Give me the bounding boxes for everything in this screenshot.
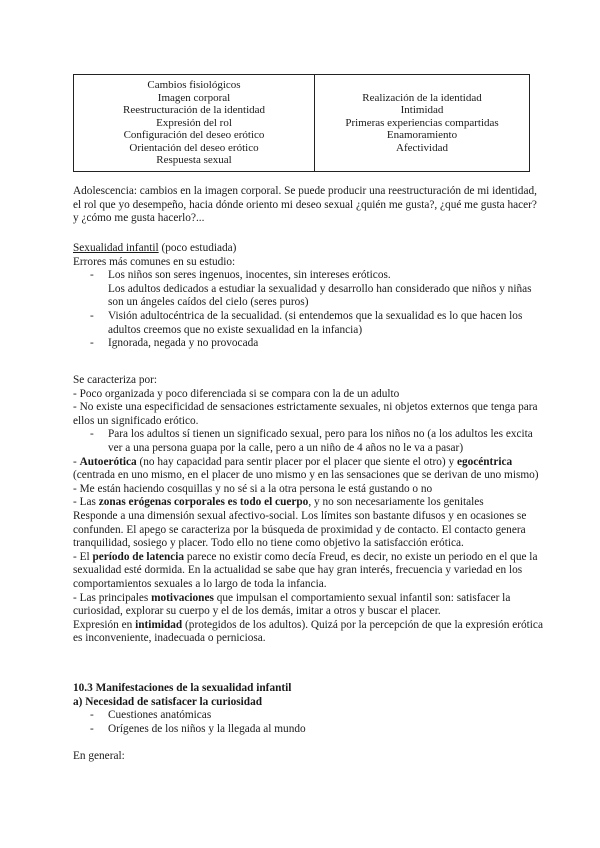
table-right-line: Primeras experiencias compartidas	[345, 116, 499, 129]
stages-table	[73, 74, 530, 172]
curiosity-list	[73, 709, 543, 736]
text-run: - Las	[73, 496, 99, 509]
intimacy-line	[73, 619, 543, 646]
bold-term: período de latencia	[92, 550, 185, 563]
general-text: En general:	[73, 750, 125, 763]
bold-term: egocéntrica	[456, 455, 513, 468]
list-item-text: Orígenes de los niños y la llegada al mundo	[108, 722, 306, 735]
section-title: 10.3 Manifestaciones de la sexualidad infantil	[73, 682, 292, 694]
list-item	[73, 723, 543, 737]
adolescence-text: Adolescencia: cambios en la imagen corporal. Se puede producir una reestructuración de mi identidad, el rol que yo desempeño, hacia dónde oriento mi deseo sexual ¿quién me gusta?, ¿qué me gusta hacer? y ¿cómo me gusta hacerlo?...	[73, 185, 537, 225]
characteristic-line: - No existe una especificidad de sensaciones estrictamente sexuales, ni objetos externos que tenga para ellos un significado erótico.	[73, 401, 538, 427]
table-left-line: Imagen corporal	[157, 91, 231, 104]
text-run: (no hay capacidad para sentir placer por el placer que siente el otro) y	[136, 455, 457, 468]
errors-list	[73, 269, 543, 351]
infant-sexuality-section	[73, 242, 543, 351]
manifestations-section	[73, 682, 543, 764]
table-cell-left	[74, 75, 315, 172]
table-left-line: Expresión del rol	[156, 116, 232, 129]
latency-line	[73, 551, 543, 592]
text-run: parece no existir como decía Freud, es decir, no existe un periodo en el que la sexualidad esté dormida. En la actualidad se sabe que hay gran interés, frecuencia y variedad en los comportamientos sexuales a lo largo de toda la infancia.	[73, 550, 538, 590]
list-item	[73, 709, 543, 723]
table-right-line: Realización de la identidad	[362, 91, 482, 104]
text-run: - Las principales	[73, 591, 152, 604]
characteristics-section	[73, 374, 543, 646]
adolescence-paragraph	[73, 185, 543, 226]
table-right-line: Enamoramiento	[386, 129, 458, 142]
list-item-text: Cuestiones anatómicas	[108, 709, 212, 722]
table-right-line: Afectividad	[396, 141, 448, 154]
text-run: - El	[73, 550, 93, 563]
list-item	[73, 428, 543, 455]
text-run: Expresión en	[73, 618, 136, 631]
characteristic-line: - Poco organizada y poco diferenciada si se compara con la de un adulto	[73, 387, 400, 400]
table-left-line: Orientación del deseo erótico	[129, 141, 259, 154]
list-item	[73, 269, 543, 310]
list-item	[73, 337, 543, 351]
infant-heading	[73, 242, 543, 256]
table-cell-right	[315, 75, 530, 172]
autoerotic-line	[73, 456, 543, 497]
text-run: -	[73, 455, 80, 468]
list-item-text: Ignorada, negada y no provocada	[108, 337, 259, 350]
errors-intro: Errores más comunes en su estudio:	[73, 255, 236, 268]
characteristic-sublist	[73, 428, 543, 455]
characteristics-intro: Se caracteriza por:	[73, 374, 158, 386]
table-left-line: Cambios fisiológicos	[147, 78, 241, 91]
text-run: , y no son necesariamente los genitales	[308, 496, 484, 509]
table-right-line: Intimidad	[400, 104, 444, 117]
list-item-text: Para los adultos sí tienen un significado sexual, pero para los niños no (a los adultos les excita ver a una persona guapa por la calle, pero a un niño de 4 años no le va a pasar)	[108, 428, 533, 454]
erogenous-line	[73, 496, 543, 510]
bold-term: motivaciones	[151, 591, 214, 604]
table-left-line: Reestructuración de la identidad	[122, 104, 266, 117]
list-item	[73, 310, 543, 337]
motivations-line	[73, 592, 543, 619]
table-left-line: Configuración del deseo erótico	[123, 129, 265, 142]
text-run: (protegidos de los adultos). Quizá por la percepción de que la expresión erótica es inconveniente, inadecuada o perniciosa.	[73, 618, 543, 645]
text-run: (centrada en uno mismo, en el placer de uno mismo y en las sensaciones que se derivan de uno mismo) - Me están haciendo cosquillas y no sé si a la otra persona le está gustando o no	[73, 469, 539, 495]
bold-term: intimidad	[135, 618, 183, 631]
infant-heading-rest: (poco estudiada)	[158, 242, 237, 254]
text-run: que impulsan el comportamiento sexual infantil son: satisfacer la curiosidad, explorar su cuerpo y el de los demás, imitar a otros y buscar el placer.	[73, 591, 511, 618]
table-left-line: Respuesta sexual	[156, 154, 232, 167]
list-item-continuation: Los adultos dedicados a estudiar la sexualidad y desarrollo han considerado que niños y niñas son un ángeles caídos del cielo (seres puros)	[108, 282, 532, 309]
infant-heading-underlined: Sexualidad infantil	[73, 242, 159, 254]
list-item-text: Los niños son seres ingenuos, inocentes, sin intereses eróticos.	[108, 269, 391, 282]
subsection-title: a) Necesidad de satisfacer la curiosidad	[73, 695, 263, 708]
list-item-text: Visión adultocéntrica de la secualidad. (si entendemos que la sexualidad es lo que hacen los adultos creemos que no existe sexualidad en la infancia)	[108, 309, 523, 336]
bold-term: zonas erógenas corporales es todo el cuerpo	[98, 496, 309, 509]
responde-paragraph: Responde a una dimensión sexual afectivo-social. Los límites son bastante difusos y en ocasiones se confunden. El apego se caracteriza por la búsqueda de proximidad y de contacto. El contacto genera tranquilidad, sosiego y placer. Todo ello no tiene como objetivo la satisfacción erótica.	[73, 509, 527, 550]
bold-term: Autoerótica	[79, 455, 137, 468]
